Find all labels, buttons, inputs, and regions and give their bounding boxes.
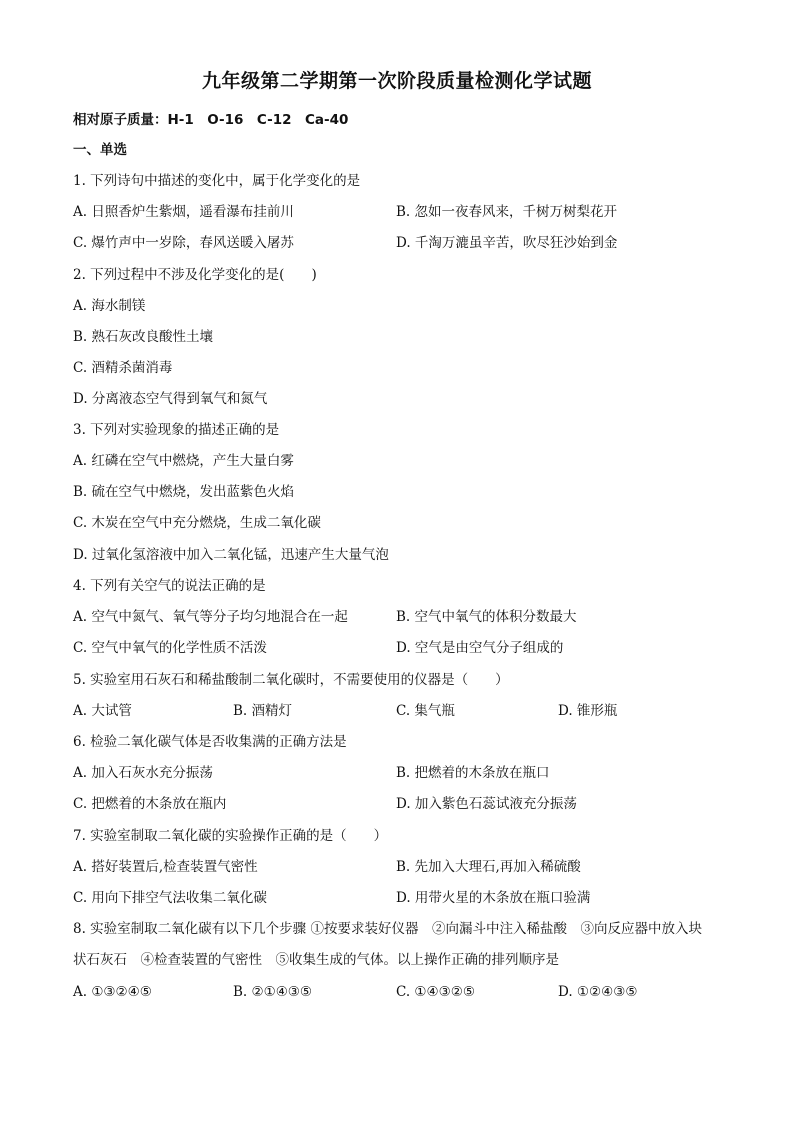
q4-option-b: B. 空气中氧气的体积分数最大 [396,609,577,625]
question-stem-1: 1. 下列诗句中描述的变化中，属于化学变化的是 [73,173,361,189]
q6-option-b: B. 把燃着的木条放在瓶口 [396,765,550,781]
q8-option-c: C. ①④③②⑤ [396,984,475,1000]
q1-option-d: D. 千淘万漉虽辛苦，吹尽狂沙始到金 [396,235,618,251]
q2-option-d: D. 分离液态空气得到氧气和氮气 [73,391,268,407]
q4-option-a: A. 空气中氮气、氧气等分子均匀地混合在一起 [73,609,348,625]
q3-option-c: C. 木炭在空气中充分燃烧，生成二氧化碳 [73,515,321,531]
q2-option-b: B. 熟石灰改良酸性土壤 [73,329,214,345]
question-stem-4: 4. 下列有关空气的说法正确的是 [73,578,266,594]
q7-option-b: B. 先加入大理石,再加入稀硫酸 [396,859,581,875]
q7-option-c: C. 用向下排空气法收集二氧化碳 [73,890,267,906]
q8-option-a: A. ①③②④⑤ [73,984,152,1000]
q3-option-a: A. 红磷在空气中燃烧，产生大量白雾 [73,453,294,469]
page-title: 九年级第二学期第一次阶段质量检测化学试题 [201,70,592,92]
q2-option-c: C. 酒精杀菌消毒 [73,360,173,376]
q1-option-c: C. 爆竹声中一岁除，春风送暖入屠苏 [73,235,294,251]
question-stem-5: 5. 实验室用石灰石和稀盐酸制二氧化碳时，不需要使用的仪器是（ ） [73,672,509,688]
q1-option-a: A. 日照香炉生紫烟，遥看瀑布挂前川 [73,204,294,220]
question-stem-8-cont: 状石灰石 ④检查装置的气密性 ⑤收集生成的气体。以上操作正确的排列顺序是 [73,952,559,968]
q3-option-d: D. 过氧化氢溶液中加入二氧化锰，迅速产生大量气泡 [73,547,389,563]
q3-option-b: B. 硫在空气中燃烧，发出蓝紫色火焰 [73,484,295,500]
q7-option-a: A. 搭好装置后,检查装置气密性 [73,859,258,875]
q7-option-d: D. 用带火星的木条放在瓶口验满 [396,890,591,906]
section-heading: 一、单选 [73,142,127,158]
question-stem-2: 2. 下列过程中不涉及化学变化的是( ) [73,267,317,283]
q4-option-c: C. 空气中氧气的化学性质不活泼 [73,640,267,656]
q1-option-b: B. 忽如一夜春风来，千树万树梨花开 [396,204,618,220]
q5-option-b: B. 酒精灯 [233,703,293,719]
question-stem-7: 7. 实验室制取二氧化碳的实验操作正确的是（ ） [73,828,388,844]
question-stem-3: 3. 下列对实验现象的描述正确的是 [73,422,280,438]
q8-option-d: D. ①②④③⑤ [558,984,638,1000]
q5-option-a: A. 大试管 [73,703,132,719]
q5-option-c: C. 集气瓶 [396,703,455,719]
atomic-mass-line: 相对原子质量：H-1 O-16 C-12 Ca-40 [73,112,349,128]
q4-option-d: D. 空气是由空气分子组成的 [396,640,564,656]
q2-option-a: A. 海水制镁 [73,298,146,314]
question-stem-8: 8. 实验室制取二氧化碳有以下几个步骤 ①按要求装好仪器 ②向漏斗中注入稀盐酸 ③向反应器中放入块 [73,921,702,937]
q8-option-b: B. ②①④③⑤ [233,984,313,1000]
q6-option-d: D. 加入紫色石蕊试液充分振荡 [396,796,577,812]
q6-option-a: A. 加入石灰水充分振荡 [73,765,213,781]
question-stem-6: 6. 检验二氧化碳气体是否收集满的正确方法是 [73,734,347,750]
q5-option-d: D. 锥形瓶 [558,703,618,719]
q6-option-c: C. 把燃着的木条放在瓶内 [73,796,227,812]
